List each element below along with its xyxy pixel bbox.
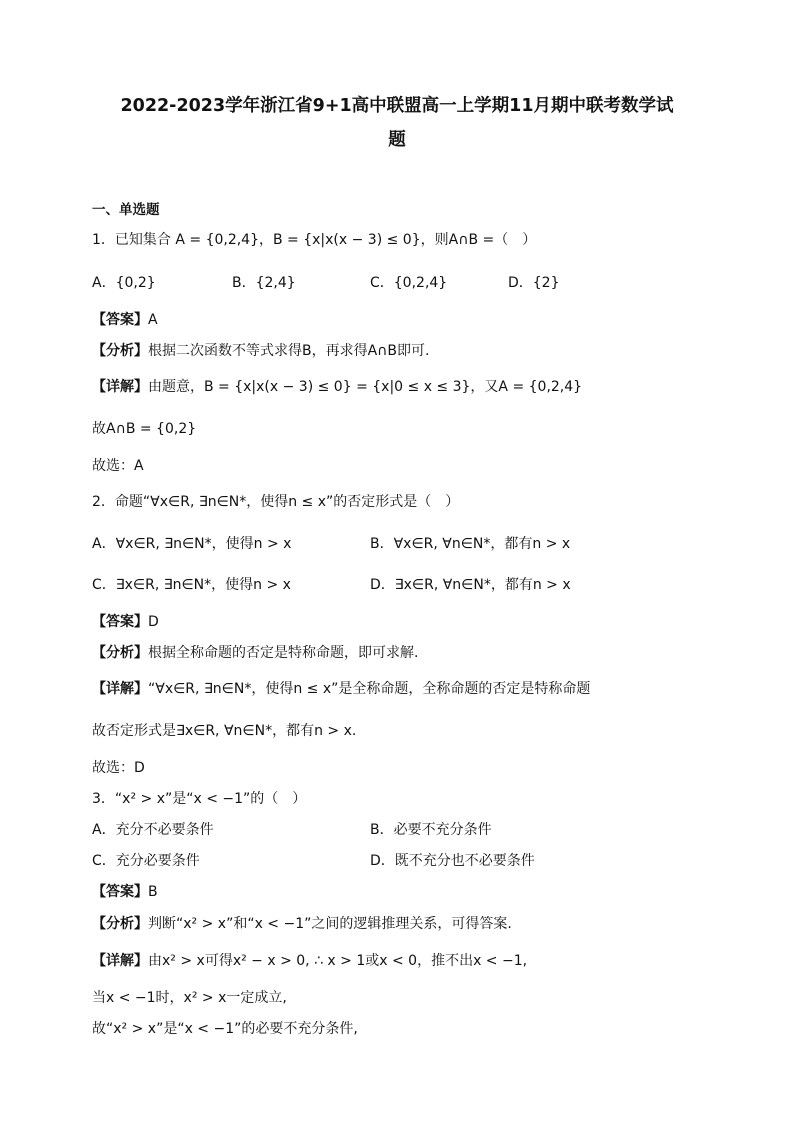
q1-option-b: B．{2,4} (232, 275, 296, 291)
q2-option-d: D．∃x∈R, ∀n∈N*，都有n > x (370, 577, 571, 593)
q2-conclusion: 故否定形式是∃x∈R, ∀n∈N*，都有n > x. (92, 723, 357, 739)
q1-stem: 1．已知集合 A = {0,2,4}，B = {x|x(x − 3) ≤ 0}，则A∩B =（ ） (92, 232, 537, 248)
q3-analysis (92, 914, 512, 934)
q2-option-c: C．∃x∈R, ∃n∈N*，使得n > x (92, 577, 291, 593)
q3-detail (92, 951, 527, 971)
q3-option-a: A．充分不必要条件 (92, 822, 214, 838)
q3-detail-line-2: 当x < −1时，x² > x一定成立, (92, 990, 287, 1006)
q1-option-c: C．{0,2,4} (370, 275, 448, 291)
q3-analysis-text: 判断“x² > x”和“x < −1”之间的逻辑推理关系，可得答案. (148, 916, 512, 932)
q3-option-c: C．充分必要条件 (92, 853, 200, 869)
q2-stem: 2．命题“∀x∈R, ∃n∈N*，使得n ≤ x”的否定形式是（ ） (92, 494, 460, 510)
q1-answer-value: A (148, 312, 158, 328)
detail-tag: 【详解】 (92, 681, 148, 697)
q3-stem: 3．“x² > x”是“x < −1”的（ ） (92, 791, 307, 807)
q2-answer (92, 612, 159, 632)
q2-analysis-text: 根据全称命题的否定是特称命题，即可求解. (148, 645, 419, 661)
q2-analysis (92, 643, 418, 663)
q2-detail (92, 679, 590, 699)
answer-tag: 【答案】 (92, 884, 148, 900)
detail-tag: 【详解】 (92, 953, 148, 969)
q3-answer (92, 882, 158, 902)
title-line-2: 题 (388, 130, 406, 150)
title-line-1: 2022-2023学年浙江省9+1高中联盟高一上学期11月期中联考数学试 (120, 96, 674, 116)
q3-option-d: D．既不充分也不必要条件 (370, 853, 535, 869)
analysis-tag: 【分析】 (92, 343, 148, 359)
q1-choice: 故选：A (92, 458, 144, 474)
q1-detail (92, 377, 582, 397)
q3-option-b: B．必要不充分条件 (370, 822, 492, 838)
q3-detail-line-3: 故“x² > x”是“x < −1”的必要不充分条件, (92, 1021, 358, 1037)
analysis-tag: 【分析】 (92, 645, 148, 661)
q2-detail-text: “∀x∈R, ∃n∈N*，使得n ≤ x”是全称命题，全称命题的否定是特称命题 (148, 681, 591, 697)
section-heading: 一、单选题 (92, 202, 160, 218)
q1-analysis (92, 341, 429, 361)
q2-answer-value: D (148, 614, 159, 630)
q3-detail-text: 由x² > x可得x² − x > 0, ∴ x > 1或x < 0，推不出x < −1, (148, 953, 528, 969)
q1-option-a: A．{0,2} (92, 275, 156, 291)
q3-answer-value: B (148, 884, 158, 900)
q2-option-b: B．∀x∈R, ∀n∈N*，都有n > x (370, 536, 571, 552)
q2-option-a: A．∀x∈R, ∃n∈N*，使得n > x (92, 536, 292, 552)
q1-option-d: D．{2} (508, 275, 560, 291)
detail-tag: 【详解】 (92, 379, 148, 395)
q1-analysis-text: 根据二次函数不等式求得B，再求得A∩B即可. (148, 343, 430, 359)
q1-detail-text: 由题意，B = {x|x(x − 3) ≤ 0} = {x|0 ≤ x ≤ 3}，又A = {0,2,4} (148, 379, 583, 395)
analysis-tag: 【分析】 (92, 916, 148, 932)
q1-conclusion: 故A∩B = {0,2} (92, 421, 197, 437)
answer-tag: 【答案】 (92, 312, 148, 328)
q1-answer (92, 310, 158, 330)
q2-choice: 故选：D (92, 760, 145, 776)
answer-tag: 【答案】 (92, 614, 148, 630)
